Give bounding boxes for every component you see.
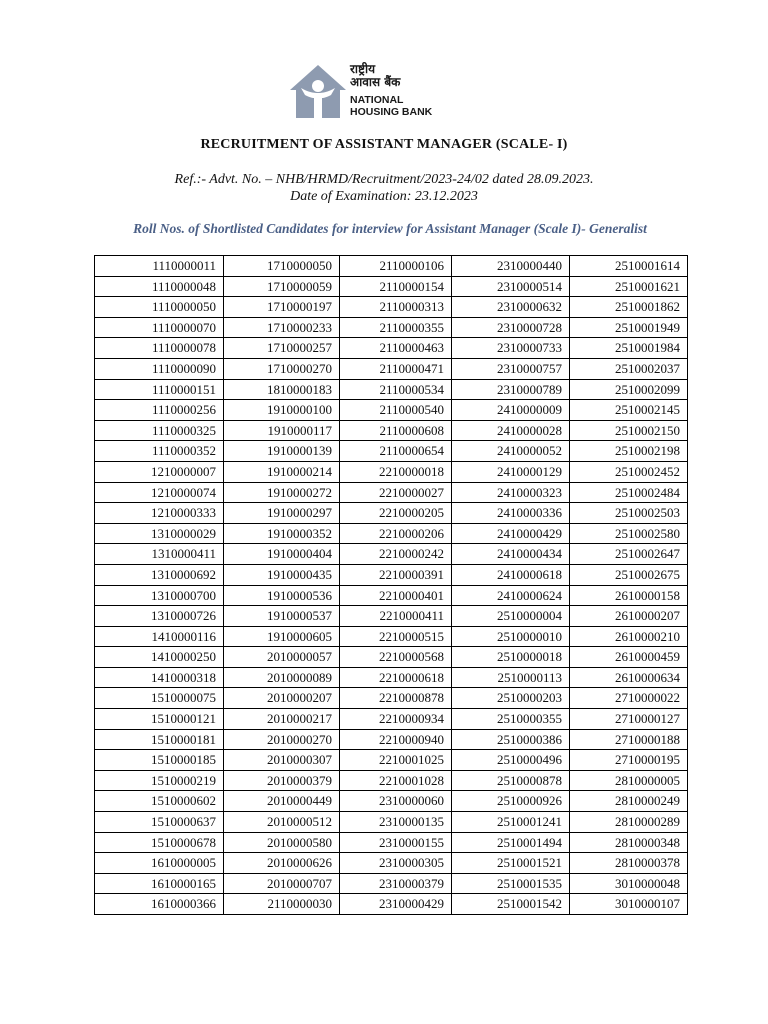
roll-number-cell: 2510002037 [570, 358, 688, 379]
roll-number-cell: 1410000318 [95, 667, 224, 688]
table-row [95, 544, 688, 565]
roll-number-cell: 2110000540 [340, 400, 452, 421]
roll-number-cell: 2310000733 [452, 338, 570, 359]
roll-number-cell: 2010000270 [224, 729, 340, 750]
roll-number-cell: 3010000048 [570, 873, 688, 894]
table-row [95, 791, 688, 812]
roll-number-cell: 1710000059 [224, 276, 340, 297]
roll-number-cell: 2310000135 [340, 812, 452, 833]
roll-number-cell: 1110000078 [95, 338, 224, 359]
roll-number-cell: 1710000050 [224, 256, 340, 277]
roll-number-cell: 2110000471 [340, 358, 452, 379]
roll-number-cell: 2510000203 [452, 688, 570, 709]
roll-table-body [95, 256, 688, 915]
roll-number-cell: 2010000707 [224, 873, 340, 894]
roll-number-cell: 1310000700 [95, 585, 224, 606]
roll-number-cell: 2110000106 [340, 256, 452, 277]
table-row [95, 523, 688, 544]
table-row [95, 400, 688, 421]
roll-number-cell: 2310000728 [452, 317, 570, 338]
table-row [95, 420, 688, 441]
roll-number-cell: 2310000440 [452, 256, 570, 277]
roll-number-cell: 2110000463 [340, 338, 452, 359]
roll-number-cell: 2310000060 [340, 791, 452, 812]
roll-number-cell: 2810000289 [570, 812, 688, 833]
roll-number-cell: 3010000107 [570, 894, 688, 915]
reference-block [0, 171, 768, 205]
roll-number-cell: 2410000618 [452, 564, 570, 585]
roll-number-cell: 1910000435 [224, 564, 340, 585]
roll-number-cell: 1310000411 [95, 544, 224, 565]
roll-number-cell: 2610000207 [570, 606, 688, 627]
table-row [95, 317, 688, 338]
roll-number-cell: 1110000256 [95, 400, 224, 421]
roll-number-cell: 2510000496 [452, 750, 570, 771]
logo-hindi-text [350, 63, 450, 89]
roll-number-cell: 2510000926 [452, 791, 570, 812]
roll-number-cell: 2510001494 [452, 832, 570, 853]
roll-number-cell: 2310000305 [340, 853, 452, 874]
roll-number-cell: 2210000878 [340, 688, 452, 709]
roll-number-cell: 2310000155 [340, 832, 452, 853]
roll-number-cell: 1110000090 [95, 358, 224, 379]
roll-number-cell: 2510002647 [570, 544, 688, 565]
advt-reference: Ref.:- Advt. No. – NHB/HRMD/Recruitment/2023-24/02 dated 28.09.2023. [174, 172, 594, 187]
roll-number-cell: 1110000151 [95, 379, 224, 400]
roll-number-cell: 2010000217 [224, 709, 340, 730]
roll-number-cell: 2110000654 [340, 441, 452, 462]
table-row [95, 729, 688, 750]
roll-number-cell: 2510000355 [452, 709, 570, 730]
table-row [95, 667, 688, 688]
roll-number-cell: 2210000618 [340, 667, 452, 688]
roll-number-cell: 2410000009 [452, 400, 570, 421]
roll-number-cell: 2610000158 [570, 585, 688, 606]
roll-number-cell: 2610000210 [570, 626, 688, 647]
roll-number-cell: 2310000789 [452, 379, 570, 400]
roll-number-cell: 2510000010 [452, 626, 570, 647]
roll-number-cell: 2310000379 [340, 873, 452, 894]
roll-number-cell: 2210000515 [340, 626, 452, 647]
roll-number-cell: 1710000270 [224, 358, 340, 379]
roll-number-cell: 1110000325 [95, 420, 224, 441]
table-row [95, 503, 688, 524]
roll-number-cell: 2010000379 [224, 770, 340, 791]
roll-number-cell: 1210000007 [95, 461, 224, 482]
roll-number-cell: 1910000352 [224, 523, 340, 544]
roll-number-cell: 1110000070 [95, 317, 224, 338]
roll-number-cell: 2710000195 [570, 750, 688, 771]
roll-number-cell: 1710000257 [224, 338, 340, 359]
table-row [95, 276, 688, 297]
roll-number-cell: 2210000391 [340, 564, 452, 585]
roll-number-cell: 2110000534 [340, 379, 452, 400]
roll-number-cell: 2810000348 [570, 832, 688, 853]
roll-number-cell: 2010000089 [224, 667, 340, 688]
house-person-logo-icon [288, 62, 348, 120]
roll-number-cell: 2510000386 [452, 729, 570, 750]
roll-number-cell: 2710000022 [570, 688, 688, 709]
roll-number-cell: 2810000005 [570, 770, 688, 791]
logo-english-line2: HOUSING BANK [350, 105, 433, 118]
roll-number-cell: 1710000233 [224, 317, 340, 338]
roll-number-cell: 1110000050 [95, 297, 224, 318]
roll-number-cell: 2010000512 [224, 812, 340, 833]
roll-number-cell: 1510000181 [95, 729, 224, 750]
roll-number-cell: 2110000355 [340, 317, 452, 338]
roll-number-cell: 1910000297 [224, 503, 340, 524]
roll-number-cell: 2210000018 [340, 461, 452, 482]
roll-number-cell: 2410000624 [452, 585, 570, 606]
table-row [95, 832, 688, 853]
roll-number-cell: 2510002099 [570, 379, 688, 400]
roll-number-cell: 2510002198 [570, 441, 688, 462]
table-row [95, 606, 688, 627]
roll-number-cell: 2510002150 [570, 420, 688, 441]
roll-number-cell: 2010000449 [224, 791, 340, 812]
roll-number-cell: 1110000011 [95, 256, 224, 277]
roll-number-cell: 2310000514 [452, 276, 570, 297]
roll-number-cell: 2510001862 [570, 297, 688, 318]
roll-number-cell: 1910000139 [224, 441, 340, 462]
roll-number-cell: 2210000205 [340, 503, 452, 524]
roll-number-cell: 2410000028 [452, 420, 570, 441]
table-row [95, 853, 688, 874]
roll-number-cell: 1910000404 [224, 544, 340, 565]
roll-number-cell: 1910000117 [224, 420, 340, 441]
roll-number-cell: 1410000250 [95, 647, 224, 668]
roll-number-cell: 1910000272 [224, 482, 340, 503]
roll-number-cell: 2210000206 [340, 523, 452, 544]
roll-number-cell: 1210000074 [95, 482, 224, 503]
roll-number-cell: 2510000004 [452, 606, 570, 627]
roll-number-cell: 2510001241 [452, 812, 570, 833]
roll-number-cell: 2210000027 [340, 482, 452, 503]
roll-number-cell: 1110000048 [95, 276, 224, 297]
roll-number-cell: 1610000366 [95, 894, 224, 915]
roll-number-cell: 1510000185 [95, 750, 224, 771]
roll-number-cell: 1810000183 [224, 379, 340, 400]
table-row [95, 647, 688, 668]
table-row [95, 564, 688, 585]
roll-number-cell: 1910000214 [224, 461, 340, 482]
roll-number-cell: 2510001542 [452, 894, 570, 915]
roll-number-cell: 1510000075 [95, 688, 224, 709]
roll-number-cell: 2410000429 [452, 523, 570, 544]
roll-number-cell: 1610000165 [95, 873, 224, 894]
roll-number-cell: 2110000030 [224, 894, 340, 915]
roll-number-cell: 2710000127 [570, 709, 688, 730]
roll-number-cell: 2410000129 [452, 461, 570, 482]
table-row [95, 379, 688, 400]
roll-number-cell: 2210000934 [340, 709, 452, 730]
roll-number-cell: 2210000411 [340, 606, 452, 627]
roll-number-cell: 2110000608 [340, 420, 452, 441]
roll-number-cell: 2510002484 [570, 482, 688, 503]
roll-number-cell: 2010000626 [224, 853, 340, 874]
roll-number-cell: 1510000121 [95, 709, 224, 730]
roll-number-cell: 2510001984 [570, 338, 688, 359]
roll-number-cell: 2510000018 [452, 647, 570, 668]
roll-number-cell: 2610000459 [570, 647, 688, 668]
table-row [95, 770, 688, 791]
roll-number-cell: 2310000429 [340, 894, 452, 915]
logo-hindi-line1: राष्ट्रीय [350, 62, 376, 76]
roll-number-cell: 1510000678 [95, 832, 224, 853]
roll-number-cell: 2310000757 [452, 358, 570, 379]
roll-number-cell: 2210000401 [340, 585, 452, 606]
roll-number-table [94, 255, 688, 915]
roll-number-cell: 2510002145 [570, 400, 688, 421]
roll-number-cell: 2410000052 [452, 441, 570, 462]
roll-number-cell: 2210001028 [340, 770, 452, 791]
roll-number-cell: 2810000249 [570, 791, 688, 812]
table-row [95, 297, 688, 318]
roll-number-cell: 1510000219 [95, 770, 224, 791]
roll-number-cell: 2510001521 [452, 853, 570, 874]
roll-number-cell: 2510002452 [570, 461, 688, 482]
roll-number-cell: 1610000005 [95, 853, 224, 874]
table-row [95, 709, 688, 730]
roll-number-cell: 2510000878 [452, 770, 570, 791]
roll-number-cell: 2510002675 [570, 564, 688, 585]
table-row [95, 338, 688, 359]
document-title: RECRUITMENT OF ASSISTANT MANAGER (SCALE- I) [200, 137, 568, 152]
roll-number-cell: 2510002580 [570, 523, 688, 544]
roll-number-cell: 2510001621 [570, 276, 688, 297]
table-row [95, 358, 688, 379]
roll-number-cell: 2810000378 [570, 853, 688, 874]
table-row [95, 441, 688, 462]
roll-number-cell: 2210001025 [340, 750, 452, 771]
roll-number-cell: 1310000029 [95, 523, 224, 544]
roll-number-cell: 2210000242 [340, 544, 452, 565]
roll-number-cell: 1910000536 [224, 585, 340, 606]
roll-number-cell: 2410000336 [452, 503, 570, 524]
roll-number-cell: 2010000207 [224, 688, 340, 709]
table-row [95, 812, 688, 833]
roll-number-cell: 2410000323 [452, 482, 570, 503]
roll-number-cell: 1410000116 [95, 626, 224, 647]
table-row [95, 256, 688, 277]
roll-number-cell: 2510001614 [570, 256, 688, 277]
table-row [95, 750, 688, 771]
roll-number-cell: 2310000632 [452, 297, 570, 318]
roll-number-cell: 2110000154 [340, 276, 452, 297]
roll-number-cell: 2010000307 [224, 750, 340, 771]
table-row [95, 873, 688, 894]
table-row [95, 688, 688, 709]
nhb-logo [288, 62, 448, 122]
roll-number-cell: 2010000580 [224, 832, 340, 853]
roll-number-cell: 2510002503 [570, 503, 688, 524]
roll-number-cell: 2510001949 [570, 317, 688, 338]
roll-number-cell: 1310000692 [95, 564, 224, 585]
logo-english-line1: NATIONAL [350, 94, 404, 106]
logo-english-text [350, 95, 450, 118]
table-row [95, 585, 688, 606]
roll-number-cell: 1210000333 [95, 503, 224, 524]
roll-number-cell: 1510000637 [95, 812, 224, 833]
roll-number-cell: 2010000057 [224, 647, 340, 668]
table-row [95, 482, 688, 503]
roll-number-cell: 2110000313 [340, 297, 452, 318]
roll-number-cell: 1910000100 [224, 400, 340, 421]
table-row [95, 626, 688, 647]
roll-number-cell: 2210000940 [340, 729, 452, 750]
roll-number-cell: 2610000634 [570, 667, 688, 688]
roll-number-cell: 1910000537 [224, 606, 340, 627]
roll-number-cell: 2710000188 [570, 729, 688, 750]
logo-hindi-line2: आवास बैंक [350, 75, 401, 89]
roll-number-cell: 1510000602 [95, 791, 224, 812]
roll-number-cell: 2510001535 [452, 873, 570, 894]
table-row [95, 461, 688, 482]
roll-number-cell: 2410000434 [452, 544, 570, 565]
roll-number-cell: 1110000352 [95, 441, 224, 462]
exam-date: Date of Examination: 23.12.2023 [290, 189, 478, 204]
roll-number-cell: 1910000605 [224, 626, 340, 647]
roll-number-cell: 1710000197 [224, 297, 340, 318]
roll-number-cell: 2510000113 [452, 667, 570, 688]
roll-number-cell: 2210000568 [340, 647, 452, 668]
list-subtitle: Roll Nos. of Shortlisted Candidates for interview for Assistant Manager (Scale I)- Generalist [133, 221, 647, 236]
table-row [95, 894, 688, 915]
roll-number-cell: 1310000726 [95, 606, 224, 627]
